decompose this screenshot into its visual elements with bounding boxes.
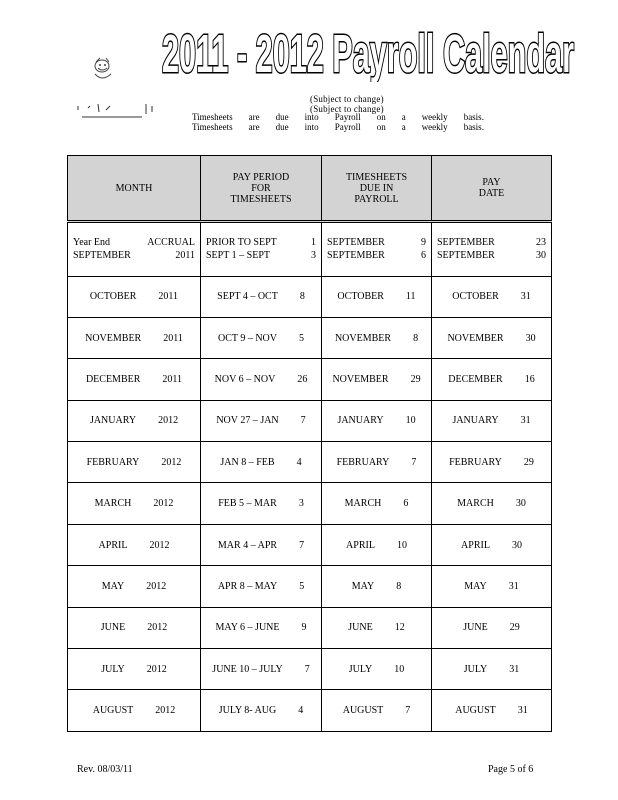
cell-number: 10 xyxy=(396,539,407,551)
cell-number: 16 xyxy=(524,374,535,385)
cell-text: FEBRUARY xyxy=(336,456,390,468)
cell-number: 11 xyxy=(405,291,416,303)
cell-period xyxy=(201,607,322,648)
cell-period xyxy=(201,222,322,277)
cell-number: 8 xyxy=(396,580,402,592)
cell-number: 2012 xyxy=(155,705,176,717)
cell-text: SEPTEMBER xyxy=(437,237,495,249)
cell-due xyxy=(322,483,432,524)
cell-number: 6 xyxy=(421,250,426,262)
cell-text: NOV 27 – JAN xyxy=(216,415,279,427)
cell-pay xyxy=(432,690,552,732)
cell-text: AUGUST xyxy=(455,705,496,717)
cell-number: 7 xyxy=(304,663,310,675)
cell-month xyxy=(68,690,201,732)
cell-text: JUNE xyxy=(100,622,126,634)
cell-period xyxy=(201,566,322,607)
header-pay-date: PAY DATE xyxy=(432,156,552,222)
cell-text: Year End xyxy=(73,237,111,249)
cell-month xyxy=(68,524,201,565)
cell-number: 31 xyxy=(520,291,531,303)
cell-month xyxy=(68,649,201,690)
cell-month xyxy=(68,442,201,483)
cell-text: OCT 9 – NOV xyxy=(218,332,277,344)
cell-number: 2012 xyxy=(158,415,179,427)
cell-text: APRIL xyxy=(461,539,490,551)
cell-pay xyxy=(432,222,552,277)
table-row xyxy=(68,400,552,441)
cell-text: MAY xyxy=(351,580,375,592)
timesheet-note-1: Timesheets are due into Payroll on a weekly basis. xyxy=(192,112,484,122)
cell-period xyxy=(201,276,322,317)
cell-month xyxy=(68,607,201,648)
table-row xyxy=(68,442,552,483)
cell-text: FEBRUARY xyxy=(449,456,502,468)
cell-number: 8 xyxy=(299,291,305,303)
subject-note-2: (Subject to change) xyxy=(310,104,384,114)
cell-pay xyxy=(432,317,552,358)
cell-due xyxy=(322,649,432,690)
cell-period xyxy=(201,317,322,358)
cell-text: NOVEMBER xyxy=(332,374,389,385)
cell-text: NOVEMBER xyxy=(334,332,392,344)
cell-number: 1 xyxy=(311,237,316,249)
cell-number: 4 xyxy=(298,705,304,717)
cell-number: 3 xyxy=(298,498,304,510)
cell-number: 6 xyxy=(403,498,409,510)
cell-number: 8 xyxy=(413,332,419,344)
cell-pay xyxy=(432,359,552,400)
cell-number: 5 xyxy=(298,332,304,344)
cell-text: DECEMBER xyxy=(85,374,141,385)
cell-number: 9 xyxy=(301,622,307,634)
table-row xyxy=(68,607,552,648)
cell-text: JANUARY xyxy=(337,415,384,427)
cell-due xyxy=(322,607,432,648)
cell-text: SEPTEMBER xyxy=(327,250,385,262)
table-row xyxy=(68,483,552,524)
cell-text: FEBRUARY xyxy=(86,456,140,468)
table-row xyxy=(68,566,552,607)
cell-text: JUNE xyxy=(463,622,488,634)
cell-month xyxy=(68,222,201,277)
cell-number: 12 xyxy=(394,622,405,634)
revision-date: Rev. 08/03/11 xyxy=(77,764,133,775)
cell-pay xyxy=(432,442,552,483)
cell-text: MARCH xyxy=(94,498,132,510)
cell-text: SEPTEMBER xyxy=(437,250,495,262)
table-row xyxy=(68,222,552,277)
cell-number: 7 xyxy=(299,539,305,551)
cell-period xyxy=(201,442,322,483)
cell-text: JANUARY xyxy=(452,415,499,427)
cell-text: SEPT 4 – OCT xyxy=(217,291,278,303)
cell-number: 31 xyxy=(520,415,531,427)
cell-number: 10 xyxy=(405,415,416,427)
timesheet-note-2: Timesheets are due into Payroll on a weekly basis. xyxy=(192,122,484,132)
table-row xyxy=(68,317,552,358)
cell-number: 2011 xyxy=(163,332,183,344)
cell-number: 7 xyxy=(300,415,306,427)
cell-month xyxy=(68,566,201,607)
page-number: Page 5 of 6 xyxy=(488,764,534,775)
cell-number: 2012 xyxy=(149,539,170,551)
cell-text: NOVEMBER xyxy=(447,332,504,344)
cell-number: 31 xyxy=(517,705,528,717)
payroll-calendar-table xyxy=(67,155,552,732)
cell-number: 7 xyxy=(405,705,411,717)
cell-number: 31 xyxy=(508,580,519,592)
cell-due xyxy=(322,222,432,277)
cell-period xyxy=(201,483,322,524)
cell-month xyxy=(68,276,201,317)
cell-number: 7 xyxy=(411,456,417,468)
cell-number: 2012 xyxy=(147,622,168,634)
table-row xyxy=(68,524,552,565)
cell-period xyxy=(201,400,322,441)
cell-text: MAY 6 – JUNE xyxy=(215,622,280,634)
cell-month xyxy=(68,400,201,441)
cell-text: NOVEMBER xyxy=(85,332,142,344)
cell-text: OCTOBER xyxy=(89,291,137,303)
cell-text: AUGUST xyxy=(342,705,384,717)
cell-pay xyxy=(432,649,552,690)
logo xyxy=(86,52,120,86)
header-pay-period: PAY PERIOD FOR TIMESHEETS xyxy=(201,156,322,222)
cell-text: JUNE 10 – JULY xyxy=(212,663,283,675)
cell-due xyxy=(322,566,432,607)
cell-text: SEPTEMBER xyxy=(327,237,385,249)
cell-pay xyxy=(432,524,552,565)
cell-number: 5 xyxy=(299,580,305,592)
table-row xyxy=(68,649,552,690)
cell-text: OCTOBER xyxy=(337,291,384,303)
cell-text: APR 8 – MAY xyxy=(217,580,278,592)
cell-number: 9 xyxy=(421,237,426,249)
cell-text: APRIL xyxy=(346,539,375,551)
cell-period xyxy=(201,524,322,565)
cell-number: 31 xyxy=(509,663,520,675)
cell-pay xyxy=(432,483,552,524)
cell-text: JULY 8- AUG xyxy=(218,705,277,717)
cell-due xyxy=(322,442,432,483)
cell-due xyxy=(322,359,432,400)
cell-number: 29 xyxy=(509,622,520,634)
cell-number: 2012 xyxy=(161,456,182,468)
cell-number: 3 xyxy=(311,250,316,262)
cell-text: JANUARY xyxy=(89,415,137,427)
cell-number: 29 xyxy=(410,374,421,385)
cell-due xyxy=(322,690,432,732)
cell-number: ACCRUAL xyxy=(147,237,195,249)
cell-number: 2011 xyxy=(175,250,195,262)
cell-due xyxy=(322,276,432,317)
table-header-row xyxy=(68,156,552,222)
cell-period xyxy=(201,649,322,690)
cell-due xyxy=(322,524,432,565)
cell-text: JAN 8 – FEB xyxy=(220,456,275,468)
cell-text: JUNE xyxy=(348,622,373,634)
cell-text: AUGUST xyxy=(92,705,134,717)
cell-pay xyxy=(432,566,552,607)
cell-number: 30 xyxy=(515,498,526,510)
cell-number: 30 xyxy=(511,539,522,551)
cell-text: MARCH xyxy=(457,498,494,510)
table-row xyxy=(68,359,552,400)
cell-number: 2012 xyxy=(153,498,174,510)
cell-period xyxy=(201,690,322,732)
cell-text: JULY xyxy=(348,663,373,675)
cell-text: PRIOR TO SEPT xyxy=(206,237,277,249)
cell-number: 2012 xyxy=(146,580,167,592)
cell-text: MAY xyxy=(464,580,487,592)
signature xyxy=(76,100,156,122)
cell-pay xyxy=(432,400,552,441)
cell-number: 30 xyxy=(525,332,536,344)
cell-text: JULY xyxy=(463,663,488,675)
cell-text: JULY xyxy=(101,663,125,675)
cell-month xyxy=(68,483,201,524)
cell-text: MAY xyxy=(101,580,125,592)
cell-text: MARCH xyxy=(344,498,382,510)
cell-number: 30 xyxy=(536,250,546,262)
header-timesheets-due: TIMESHEETS DUE IN PAYROLL xyxy=(322,156,432,222)
cell-month xyxy=(68,359,201,400)
cell-text: OCTOBER xyxy=(452,291,499,303)
cell-month xyxy=(68,317,201,358)
cell-pay xyxy=(432,607,552,648)
cell-text: MAR 4 – APR xyxy=(217,539,278,551)
cell-text: NOV 6 – NOV xyxy=(214,374,276,385)
table-row xyxy=(68,276,552,317)
table-row xyxy=(68,690,552,732)
cell-text: FEB 5 – MAR xyxy=(218,498,277,510)
subject-note-1: (Subject to change) xyxy=(310,94,384,104)
cell-text: APRIL xyxy=(98,539,128,551)
cell-due xyxy=(322,317,432,358)
cell-number: 10 xyxy=(394,663,405,675)
cell-number: 2011 xyxy=(158,291,179,303)
cell-number: 29 xyxy=(523,456,534,468)
cell-number: 23 xyxy=(536,237,546,249)
cell-due xyxy=(322,400,432,441)
title-text: 2011 - 2012 Payroll Calendar xyxy=(162,24,574,82)
header-month: MONTH xyxy=(68,156,201,222)
cell-number: 2012 xyxy=(146,663,167,675)
cell-text: SEPT 1 – SEPT xyxy=(206,250,270,262)
cell-number: 26 xyxy=(297,374,308,385)
cell-period xyxy=(201,359,322,400)
page-title xyxy=(158,20,578,82)
cell-text: DECEMBER xyxy=(448,374,503,385)
cell-text: SEPTEMBER xyxy=(73,250,131,262)
cell-number: 2011 xyxy=(162,374,183,385)
cell-number: 4 xyxy=(296,456,302,468)
cell-pay xyxy=(432,276,552,317)
